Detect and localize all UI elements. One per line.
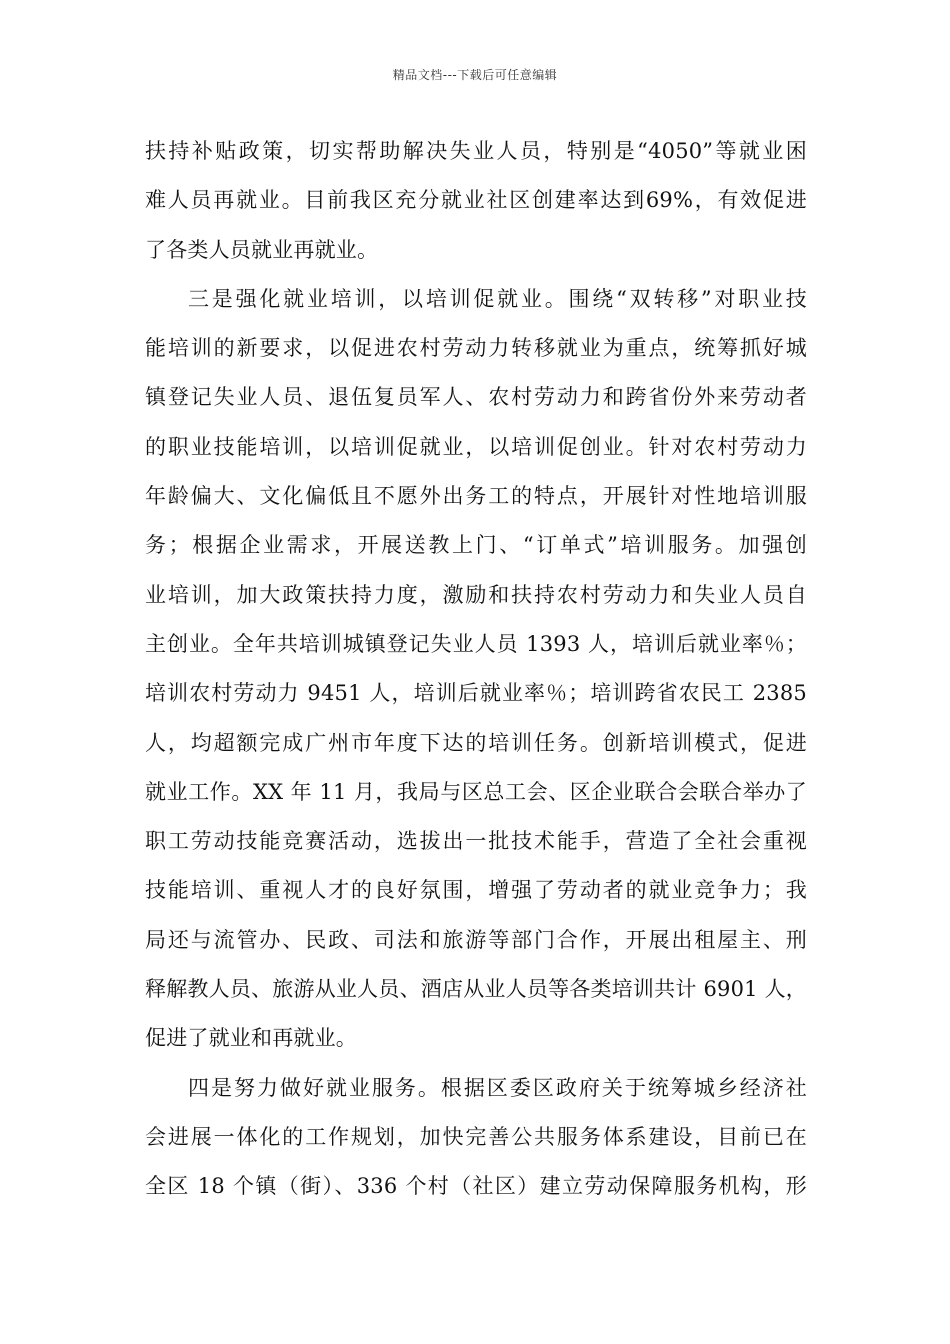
text-line: 务；根据企业需求，开展送教上门、“订单式”培训服务。加强创 [145,533,807,558]
page-header: 精品文档---下载后可任意编辑 [392,68,558,82]
text-line: 促进了就业和再就业。 [145,1026,357,1051]
text-line: 技能培训、重视人才的良好氛围，增强了劳动者的就业竞争力；我 [145,878,807,903]
text-line: 业培训，加大政策扶持力度，激励和扶持农村劳动力和失业人员自 [145,582,807,607]
text-line: 了各类人员就业再就业。 [145,237,379,262]
paragraph-start-line: 四是努力做好就业服务。根据区委区政府关于统筹城乡经济社 [188,1075,807,1100]
text-line: 的职业技能培训，以培训促就业，以培训促创业。针对农村劳动力 [145,434,807,459]
text-line: 释解教人员、旅游从业人员、酒店从业人员等各类培训共计 6901 人， [145,977,807,1002]
text-line: 就业工作。XX 年 11 月，我局与区总工会、区企业联合会联合举办了 [145,779,807,804]
text-line: 职工劳动技能竞赛活动，选拔出一批技术能手，营造了全社会重视 [145,829,807,854]
paragraph-start-line: 三是强化就业培训，以培训促就业。围绕“双转移”对职业技 [188,286,807,311]
text-line: 扶持补贴政策，切实帮助解决失业人员，特别是“4050”等就业困 [145,139,807,163]
text-line: 镇登记失业人员、退伍复员军人、农村劳动力和跨省份外来劳动者 [145,385,807,410]
text-line: 主创业。全年共培训城镇登记失业人员 1393 人，培训后就业率％； [145,631,807,656]
text-line: 培训农村劳动力 9451 人，培训后就业率％；培训跨省农民工 2385 [145,681,807,706]
text-line: 能培训的新要求，以促进农村劳动力转移就业为重点，统筹抓好城 [145,336,807,361]
text-line: 局还与流管办、民政、司法和旅游等部门合作，开展出租屋主、刑 [145,927,807,952]
text-line: 会进展一体化的工作规划，加快完善公共服务体系建设，目前已在 [145,1124,807,1149]
text-line: 全区 18 个镇（街）、336 个村（社区）建立劳动保障服务机构，形 [145,1174,807,1199]
text-line: 人，均超额完成广州市年度下达的培训任务。创新培训模式，促进 [145,730,807,755]
document-body [145,127,807,1212]
text-line: 难人员再就业。目前我区充分就业社区创建率达到69%，有效促进 [145,188,807,213]
text-line: 年龄偏大、文化偏低且不愿外出务工的特点，开展针对性地培训服 [145,484,807,509]
